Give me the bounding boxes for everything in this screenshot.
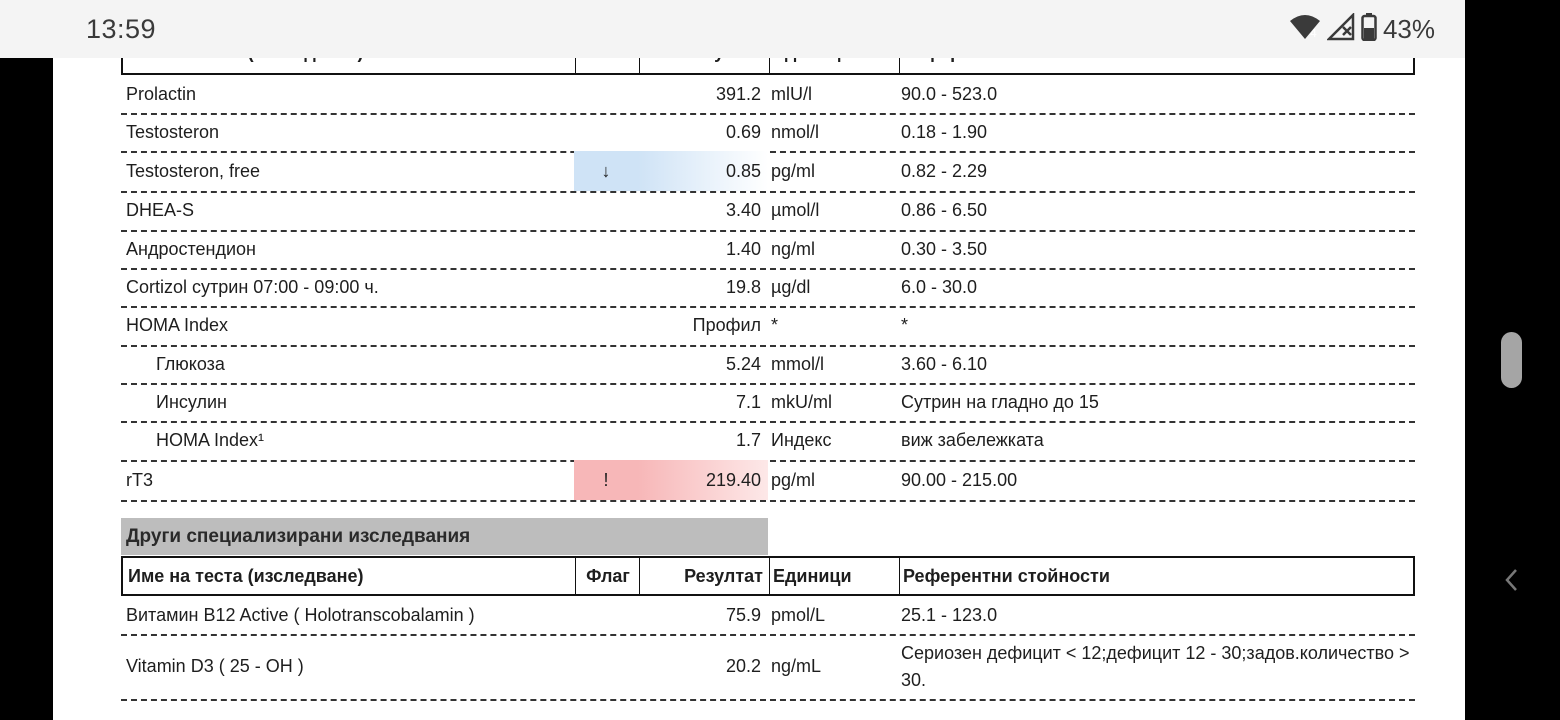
reference-cell: виж забележката: [901, 430, 1044, 450]
test-name: HOMA Index¹: [156, 430, 265, 450]
test-name: Андростендион: [126, 238, 256, 259]
result-cell: 7.1: [735, 391, 761, 412]
reference-cell: 90.00 - 215.00: [901, 469, 1018, 490]
result-cell: 20.2: [725, 656, 761, 676]
battery-icon: [1361, 13, 1377, 46]
table-row: [121, 634, 1415, 701]
units-cell: pg/ml: [771, 160, 816, 181]
test-name: Cortizol сутрин 07:00 - 09:00 ч.: [126, 276, 379, 297]
col-header-reference: Референтни стойности: [903, 565, 1110, 586]
flag-cell: [574, 191, 638, 230]
units-cell: µg/dl: [771, 276, 811, 297]
result-cell: 0.69: [725, 121, 761, 142]
table-row: [121, 191, 1415, 232]
flag-cell: [574, 634, 638, 699]
col-header-flag: Флаг: [586, 565, 630, 586]
table-row: [121, 268, 1415, 308]
result-cell: 5.24: [725, 353, 761, 374]
test-name: Vitamin D3 ( 25 - OH ): [126, 656, 304, 676]
units-cell: mkU/ml: [771, 391, 832, 412]
reference-cell: 0.30 - 3.50: [901, 238, 988, 259]
units-cell: mmol/l: [771, 353, 824, 374]
col-header-result: Резултат: [684, 565, 763, 586]
units-cell: ng/ml: [771, 238, 816, 259]
units-cell: Индекс: [771, 430, 832, 450]
reference-cell: 6.0 - 30.0: [901, 276, 978, 297]
flag-cell: [574, 345, 638, 383]
units-cell: *: [771, 315, 779, 335]
test-name: Prolactin: [126, 83, 197, 104]
result-cell: 3.40: [725, 200, 761, 220]
units-cell: pg/ml: [771, 469, 816, 490]
chevron-left-icon[interactable]: [1500, 566, 1524, 594]
table-row: [121, 230, 1415, 270]
result-cell: 219.40: [638, 460, 768, 500]
status-bar: [0, 0, 1465, 58]
table-row: [121, 345, 1415, 385]
flag-cell: !: [574, 460, 638, 500]
flag-cell: [574, 268, 638, 306]
table-row: [121, 306, 1415, 347]
test-name: Витамин B12 Active ( Holotranscobalamin ): [126, 604, 475, 625]
flag-cell: ↓: [574, 151, 638, 191]
test-name: Инсулин: [156, 391, 227, 412]
battery-percentage: 43%: [1382, 13, 1435, 44]
svg-text:4: 4: [1309, 26, 1317, 40]
test-name: DHEA-S: [126, 200, 195, 220]
flag-cell: [574, 113, 638, 151]
col-header-units: Единици: [773, 565, 852, 586]
report-page[interactable]: [53, 0, 1465, 720]
test-name: HOMA Index: [126, 315, 229, 335]
table-row: [121, 460, 1415, 502]
units-cell: nmol/l: [771, 121, 820, 142]
reference-cell: 25.1 - 123.0: [901, 604, 998, 625]
table-row: [121, 383, 1415, 423]
units-cell: mlU/l: [771, 83, 812, 104]
reference-cell: Сериозен дефицит < 12;дефицит 12 - 30;задов.количество > 30.: [901, 642, 1410, 690]
table-row: [121, 75, 1415, 115]
flag-cell: [574, 306, 638, 345]
result-cell: 75.9: [725, 604, 761, 625]
reference-cell: 90.0 - 523.0: [901, 83, 998, 104]
table-row: [121, 113, 1415, 153]
test-name: Testosteron: [126, 121, 220, 142]
result-cell: Профил: [692, 315, 761, 335]
test-name: Testosteron, free: [126, 160, 261, 181]
table-row: [121, 596, 1415, 636]
flag-cell: [574, 230, 638, 268]
result-cell: 1.7: [735, 430, 761, 450]
units-cell: ng/mL: [771, 656, 822, 676]
reference-cell: Сутрин на гладно до 15: [901, 391, 1099, 412]
flag-cell: [574, 75, 638, 113]
flag-cell: [574, 383, 638, 421]
flag-cell: [574, 421, 638, 460]
reference-cell: 0.82 - 2.29: [901, 160, 988, 181]
scrollbar-thumb[interactable]: [1501, 332, 1522, 388]
clock: 13:59: [86, 14, 157, 44]
result-cell: 1.40: [725, 238, 761, 259]
units-cell: µmol/l: [771, 200, 820, 220]
result-cell: 391.2: [715, 83, 761, 104]
section-title: Други специализирани изследвания: [121, 518, 768, 555]
col-header-name: Име на теста (изследване): [128, 565, 364, 586]
no-signal-icon: [1327, 13, 1355, 46]
table-row: [121, 421, 1415, 462]
reference-cell: 0.86 - 6.50: [901, 200, 988, 220]
result-cell: 0.85: [638, 151, 768, 191]
test-name: Глюкоза: [156, 353, 225, 374]
result-cell: 19.8: [725, 276, 761, 297]
reference-cell: 3.60 - 6.10: [901, 353, 988, 374]
reference-cell: *: [901, 315, 909, 335]
wifi-icon: [1289, 13, 1321, 46]
test-name: rT3: [126, 469, 153, 490]
table-row: [121, 151, 1415, 193]
units-cell: pmol/L: [771, 604, 826, 625]
section2-table-header: [121, 556, 1415, 596]
flag-cell: [574, 596, 638, 634]
reference-cell: 0.18 - 1.90: [901, 121, 988, 142]
